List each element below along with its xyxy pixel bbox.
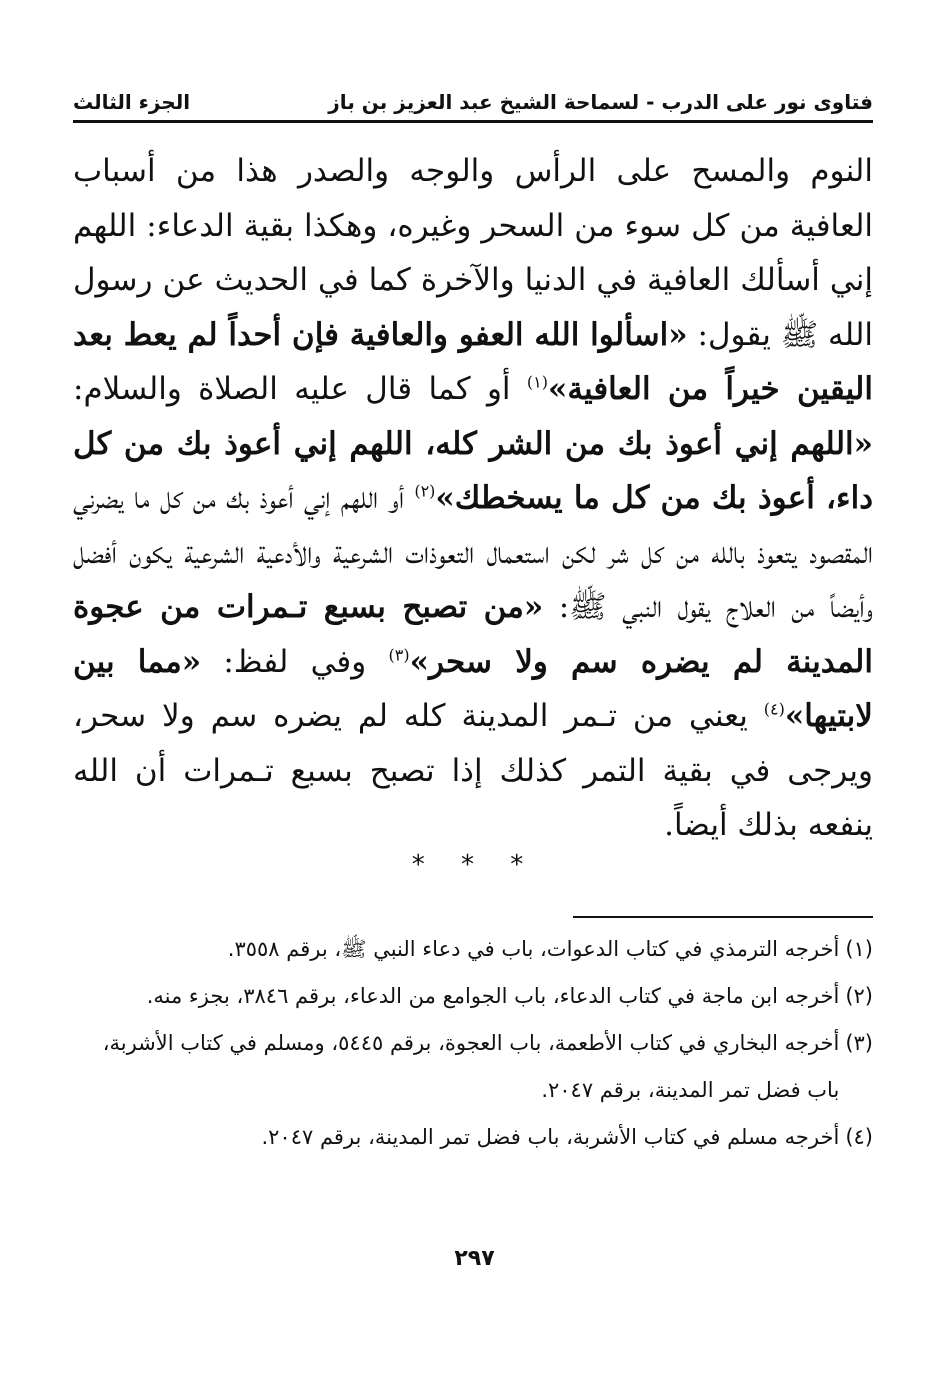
page-number: ٢٩٧	[454, 1246, 495, 1271]
body-text-4: وفي لفظ:	[201, 643, 389, 680]
footnote-number: (٢)	[845, 984, 873, 1008]
footnote-rule	[573, 916, 873, 918]
main-text	[73, 144, 873, 853]
footnote-ref-3[interactable]: (٣)	[388, 645, 410, 665]
footnote-text: أخرجه الترمذي في كتاب الدعوات، باب في دعاء النبي ﷺ، برقم ٣٥٥٨.	[227, 937, 840, 961]
footnote-ref-2[interactable]: (٢)	[414, 481, 436, 501]
book-title: فتاوى نور على الدرب - لسماحة الشيخ عبد العزيز بن باز	[328, 90, 873, 114]
footnote-number: (١)	[845, 937, 873, 961]
body-text-2: أو كما قال عليه الصلاة والسلام:	[73, 371, 527, 407]
footnote-ref-1[interactable]: (١)	[526, 372, 548, 392]
footnote-number: (٣)	[845, 1031, 873, 1055]
footnote-item	[73, 1114, 873, 1161]
hadith-quote-2: «اللهم إني أعوذ بك من الشر كله، اللهم إني أعوذ بك من كل داء، أعوذ بك من كل ما يسخطك»	[73, 425, 873, 516]
footnote-ref-4[interactable]: (٤)	[763, 699, 785, 719]
hadith-quote-4: «مما بين لابتيها»	[73, 643, 873, 734]
hadith-quote-3: «من تصبح بسبع تـمرات من عجوة المدينة لم يضره سم ولا سحر»	[73, 589, 873, 680]
fatwa-paragraph	[73, 144, 873, 853]
footnote-number: (٤)	[845, 1125, 873, 1149]
section-separator: * * *	[411, 850, 538, 880]
hadith-quote-1: «اسألوا الله العفو والعافية فإن أحداً لم يعط بعد اليقين خيراً من العافية»	[73, 316, 873, 407]
volume-label: الجزء الثالث	[73, 90, 191, 114]
footnote-text: أخرجه مسلم في كتاب الأشربة، باب فضل تمر المدينة، برقم ٢٠٤٧.	[261, 1125, 840, 1149]
footnote-text: أخرجه ابن ماجة في كتاب الدعاء، باب الجوامع من الدعاء، برقم ٣٨٤٦، بجزء منه.	[146, 984, 840, 1008]
footnote-text: أخرجه البخاري في كتاب الأطعمة، باب العجوة، برقم ٥٤٤٥، ومسلم في كتاب الأشربة، باب فضل تمر المدينة، برقم ٢٠٤٧.	[102, 1031, 840, 1102]
body-text-3: أو اللهم إني أعوذ بك من كل ما يضرني المقصود يتعوذ بالله من كل شر لكن استعمال التعوذات الشرعية والأدعية الشرعية يكون أفضل وأيضاً من العلاج يقول النبي ﷺ:	[73, 480, 874, 625]
body-text-5: يعني من تـمر المدينة كله لم يضره سم ولا سحر، ويرجى في بقية التمر كذلك إذا تصبح بسبع تـمرات أن الله ينفعه بذلك أيضاً.	[73, 698, 873, 843]
footnote-item	[73, 973, 873, 1020]
footnotes	[73, 926, 873, 1161]
footnote-item	[73, 926, 873, 973]
intro-text: النوم والمسح على الرأس والوجه والصدر هذا من أسباب العافية من كل سوء من السحر وغيره، وهكذا بقية الدعاء: اللهم إني أسألك العافية في الدنيا والآخرة كما في الحديث عن رسول الله ﷺ يقول:	[73, 153, 873, 353]
running-header	[73, 84, 873, 123]
footnote-item	[73, 1020, 873, 1114]
